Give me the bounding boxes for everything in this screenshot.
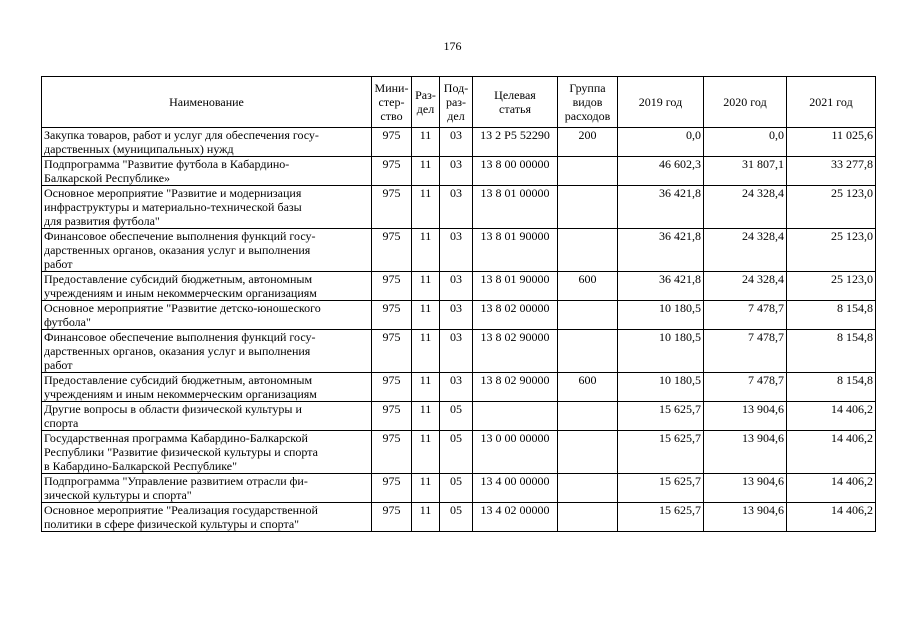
cell-2019: 36 421,8 [618, 272, 704, 301]
table-row [42, 186, 876, 229]
cell-section: 11 [412, 402, 440, 431]
cell-target: 13 8 01 90000 [473, 229, 558, 272]
header-target-line: статья [499, 102, 531, 116]
cell-2020: 7 478,7 [704, 301, 787, 330]
cell-name [42, 373, 372, 402]
cell-2020: 31 807,1 [704, 157, 787, 186]
cell-target: 13 8 02 90000 [473, 330, 558, 373]
cell-subsection: 05 [440, 431, 473, 474]
cell-2019: 10 180,5 [618, 301, 704, 330]
cell-name-line: зической культуры и спорта" [44, 488, 192, 502]
cell-group: 600 [558, 272, 618, 301]
cell-subsection: 05 [440, 503, 473, 532]
cell-name-line: работ [44, 257, 73, 271]
header-subsection [440, 77, 473, 128]
header-group-line: расходов [564, 109, 611, 123]
cell-section: 11 [412, 301, 440, 330]
cell-name-line: спорта [44, 416, 79, 430]
cell-group [558, 402, 618, 431]
cell-group [558, 431, 618, 474]
cell-2019: 15 625,7 [618, 474, 704, 503]
cell-2020: 7 478,7 [704, 373, 787, 402]
cell-group [558, 330, 618, 373]
cell-subsection: 03 [440, 157, 473, 186]
cell-section: 11 [412, 229, 440, 272]
cell-name-line: Другие вопросы в области физической культуры и [44, 402, 302, 416]
cell-2019: 10 180,5 [618, 373, 704, 402]
cell-2020: 13 904,6 [704, 503, 787, 532]
header-section [412, 77, 440, 128]
cell-name-line: политики в сфере физической культуры и спорта" [44, 517, 300, 531]
cell-target: 13 8 02 90000 [473, 373, 558, 402]
cell-subsection: 03 [440, 128, 473, 157]
cell-ministry: 975 [372, 402, 412, 431]
cell-target: 13 4 02 00000 [473, 503, 558, 532]
header-ministry-line: ство [380, 109, 403, 123]
cell-section: 11 [412, 431, 440, 474]
table-body [42, 128, 876, 532]
cell-name [42, 186, 372, 229]
cell-name-line: Подпрограмма "Управление развитием отрасли фи- [44, 474, 308, 488]
cell-2021: 11 025,6 [787, 128, 876, 157]
cell-name [42, 474, 372, 503]
cell-2020: 13 904,6 [704, 474, 787, 503]
table-row [42, 128, 876, 157]
cell-2019: 15 625,7 [618, 503, 704, 532]
header-row [42, 77, 876, 128]
cell-ministry: 975 [372, 503, 412, 532]
cell-name [42, 229, 372, 272]
cell-2020: 0,0 [704, 128, 787, 157]
header-2020: 2020 год [704, 77, 787, 128]
cell-ministry: 975 [372, 431, 412, 474]
cell-subsection: 03 [440, 186, 473, 229]
budget-table [41, 76, 876, 532]
cell-ministry: 975 [372, 128, 412, 157]
cell-target: 13 4 00 00000 [473, 474, 558, 503]
table-row [42, 402, 876, 431]
cell-2021: 8 154,8 [787, 301, 876, 330]
cell-2020: 13 904,6 [704, 402, 787, 431]
cell-name-line: Основное мероприятие "Развитие и модернизация [44, 186, 302, 200]
page-number: 176 [443, 39, 462, 53]
cell-name-line: дарственных органов, оказания услуг и выполнения [44, 344, 311, 358]
cell-2020: 24 328,4 [704, 272, 787, 301]
cell-2020: 13 904,6 [704, 431, 787, 474]
cell-ministry: 975 [372, 330, 412, 373]
header-group-line: видов [572, 95, 603, 109]
cell-ministry: 975 [372, 474, 412, 503]
header-subsection-line: Под- [443, 81, 469, 95]
table-row [42, 474, 876, 503]
table-row [42, 229, 876, 272]
header-group [558, 77, 618, 128]
cell-group: 600 [558, 373, 618, 402]
cell-target: 13 0 00 00000 [473, 431, 558, 474]
cell-name [42, 402, 372, 431]
cell-2019: 36 421,8 [618, 229, 704, 272]
cell-name-line: Финансовое обеспечение выполнения функций госу- [44, 229, 316, 243]
cell-ministry: 975 [372, 301, 412, 330]
cell-group [558, 157, 618, 186]
cell-name-line: Основное мероприятие "Реализация государственной [44, 503, 318, 517]
table-row [42, 301, 876, 330]
cell-target: 13 8 01 90000 [473, 272, 558, 301]
cell-2019: 15 625,7 [618, 402, 704, 431]
cell-name-line: Финансовое обеспечение выполнения функций госу- [44, 330, 316, 344]
cell-name-line: инфраструктуры и материально-технической базы [44, 200, 302, 214]
cell-2021: 25 123,0 [787, 272, 876, 301]
cell-ministry: 975 [372, 186, 412, 229]
cell-name-line: Балкарской Республике» [44, 171, 171, 185]
cell-section: 11 [412, 272, 440, 301]
table-row [42, 503, 876, 532]
cell-2019: 46 602,3 [618, 157, 704, 186]
cell-ministry: 975 [372, 272, 412, 301]
cell-ministry: 975 [372, 373, 412, 402]
table-row [42, 373, 876, 402]
cell-2021: 8 154,8 [787, 373, 876, 402]
cell-2020: 24 328,4 [704, 229, 787, 272]
cell-name-line: работ [44, 358, 73, 372]
cell-target: 13 8 01 00000 [473, 186, 558, 229]
cell-name-line: Государственная программа Кабардино-Балкарской [44, 431, 308, 445]
table-row [42, 431, 876, 474]
cell-group [558, 229, 618, 272]
cell-2021: 14 406,2 [787, 431, 876, 474]
cell-2020: 7 478,7 [704, 330, 787, 373]
cell-name-line: Закупка товаров, работ и услуг для обеспечения госу- [44, 128, 319, 142]
header-name: Наименование [42, 77, 372, 128]
header-ministry-line: стер- [378, 95, 405, 109]
cell-target: 13 8 00 00000 [473, 157, 558, 186]
cell-name [42, 157, 372, 186]
cell-name-line: дарственных органов, оказания услуг и выполнения [44, 243, 311, 257]
cell-2021: 14 406,2 [787, 503, 876, 532]
cell-ministry: 975 [372, 157, 412, 186]
cell-ministry: 975 [372, 229, 412, 272]
cell-section: 11 [412, 474, 440, 503]
cell-target: 13 2 Р5 52290 [473, 128, 558, 157]
header-ministry-line: Мини- [374, 81, 409, 95]
cell-section: 11 [412, 157, 440, 186]
cell-name [42, 431, 372, 474]
cell-section: 11 [412, 330, 440, 373]
cell-group [558, 474, 618, 503]
cell-section: 11 [412, 373, 440, 402]
header-ministry [372, 77, 412, 128]
cell-2021: 25 123,0 [787, 229, 876, 272]
cell-2019: 10 180,5 [618, 330, 704, 373]
cell-group [558, 301, 618, 330]
cell-name-line: Подпрограмма "Развитие футбола в Кабардино- [44, 157, 290, 171]
cell-group [558, 503, 618, 532]
cell-name [42, 503, 372, 532]
cell-name-line: для развития футбола" [44, 214, 160, 228]
cell-2020: 24 328,4 [704, 186, 787, 229]
cell-name [42, 128, 372, 157]
cell-group: 200 [558, 128, 618, 157]
cell-section: 11 [412, 128, 440, 157]
cell-2021: 14 406,2 [787, 402, 876, 431]
cell-group [558, 186, 618, 229]
cell-name-line: Основное мероприятие "Развитие детско-юношеского [44, 301, 321, 315]
cell-section: 11 [412, 503, 440, 532]
cell-subsection: 03 [440, 301, 473, 330]
table-row [42, 330, 876, 373]
cell-target [473, 402, 558, 431]
cell-name-line: в Кабардино-Балкарской Республике" [44, 459, 238, 473]
header-section-line: Раз- [415, 88, 436, 102]
cell-subsection: 03 [440, 272, 473, 301]
cell-2021: 33 277,8 [787, 157, 876, 186]
cell-2021: 25 123,0 [787, 186, 876, 229]
cell-name-line: учреждениям и иным некоммерческим организациям [44, 387, 317, 401]
header-section-line: дел [416, 102, 435, 116]
header-2021: 2021 год [787, 77, 876, 128]
cell-subsection: 05 [440, 402, 473, 431]
cell-section: 11 [412, 186, 440, 229]
cell-name [42, 272, 372, 301]
header-2019: 2019 год [618, 77, 704, 128]
table-row [42, 157, 876, 186]
cell-name-line: футбола" [44, 315, 91, 329]
cell-name-line: Предоставление субсидий бюджетным, автономным [44, 272, 313, 286]
cell-2019: 0,0 [618, 128, 704, 157]
header-target-line: Целевая [494, 88, 536, 102]
table-row [42, 272, 876, 301]
cell-name-line: Республики "Развитие физической культуры и спорта [44, 445, 318, 459]
cell-name-line: Предоставление субсидий бюджетным, автономным [44, 373, 313, 387]
cell-subsection: 03 [440, 229, 473, 272]
header-target [473, 77, 558, 128]
cell-2019: 36 421,8 [618, 186, 704, 229]
cell-subsection: 03 [440, 373, 473, 402]
cell-name-line: дарственных (муниципальных) нужд [44, 142, 234, 156]
cell-name-line: учреждениям и иным некоммерческим организациям [44, 286, 317, 300]
header-subsection-line: дел [447, 109, 465, 123]
cell-2021: 8 154,8 [787, 330, 876, 373]
cell-2021: 14 406,2 [787, 474, 876, 503]
cell-target: 13 8 02 00000 [473, 301, 558, 330]
header-group-line: Группа [569, 81, 606, 95]
cell-name [42, 330, 372, 373]
cell-2019: 15 625,7 [618, 431, 704, 474]
cell-subsection: 03 [440, 330, 473, 373]
header-subsection-line: раз- [445, 95, 467, 109]
cell-subsection: 05 [440, 474, 473, 503]
cell-name [42, 301, 372, 330]
